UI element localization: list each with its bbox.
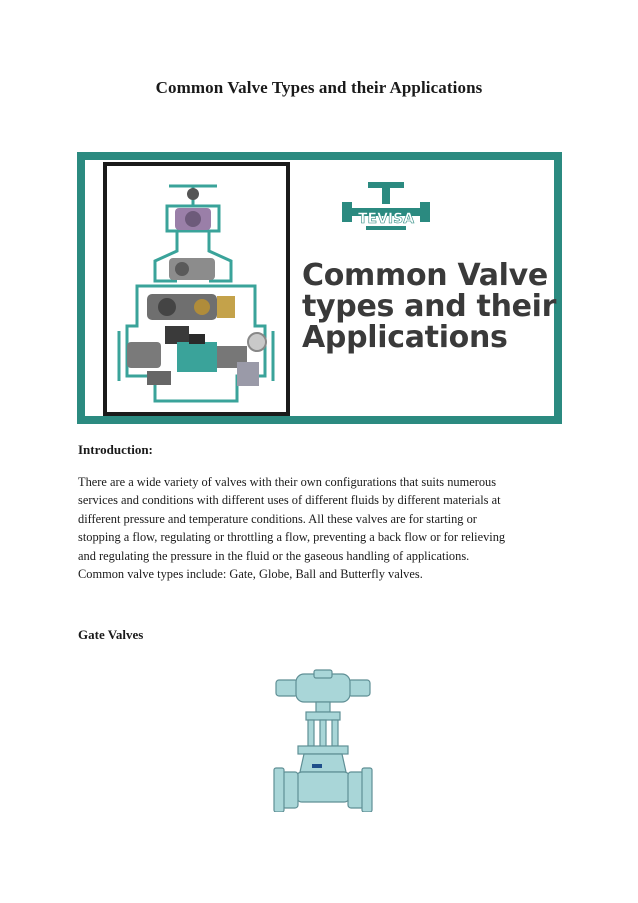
introduction-paragraph bbox=[78, 473, 568, 583]
paragraph-line: stopping a flow, regulating or throttling a flow, preventing a back flow or for relieving bbox=[78, 530, 506, 545]
introduction-heading: Introduction: bbox=[78, 442, 153, 457]
logo-wordmark: TEVISA bbox=[357, 211, 415, 227]
banner-heading-line: Common Valve bbox=[302, 258, 548, 293]
page-title: Common Valve Types and their Applications bbox=[155, 78, 483, 97]
paragraph-line: Common valve types include: Gate, Globe, Ball and Butterfly valves. bbox=[78, 567, 423, 582]
paragraph-line: services and conditions with different uses of different fluids by different materials at bbox=[78, 493, 501, 508]
banner-heading bbox=[302, 258, 557, 355]
banner-heading-line: types and their bbox=[302, 289, 557, 324]
paragraph-line: and regulating the pressure in the fluid or the gaseous handling of applications. bbox=[78, 548, 470, 563]
paragraph-line: different pressure and temperature conditions. All these valves are for starting or bbox=[78, 511, 477, 526]
banner-heading-line: Applications bbox=[302, 320, 508, 355]
valve-collage-illustration bbox=[107, 166, 286, 412]
gate-valve-image bbox=[268, 668, 378, 812]
tevisa-logo bbox=[338, 178, 434, 248]
gate-valves-heading: Gate Valves bbox=[78, 627, 144, 642]
valve-collage-frame bbox=[103, 162, 290, 416]
paragraph-line: There are a wide variety of valves with their own configurations that suits numerous bbox=[78, 475, 497, 489]
